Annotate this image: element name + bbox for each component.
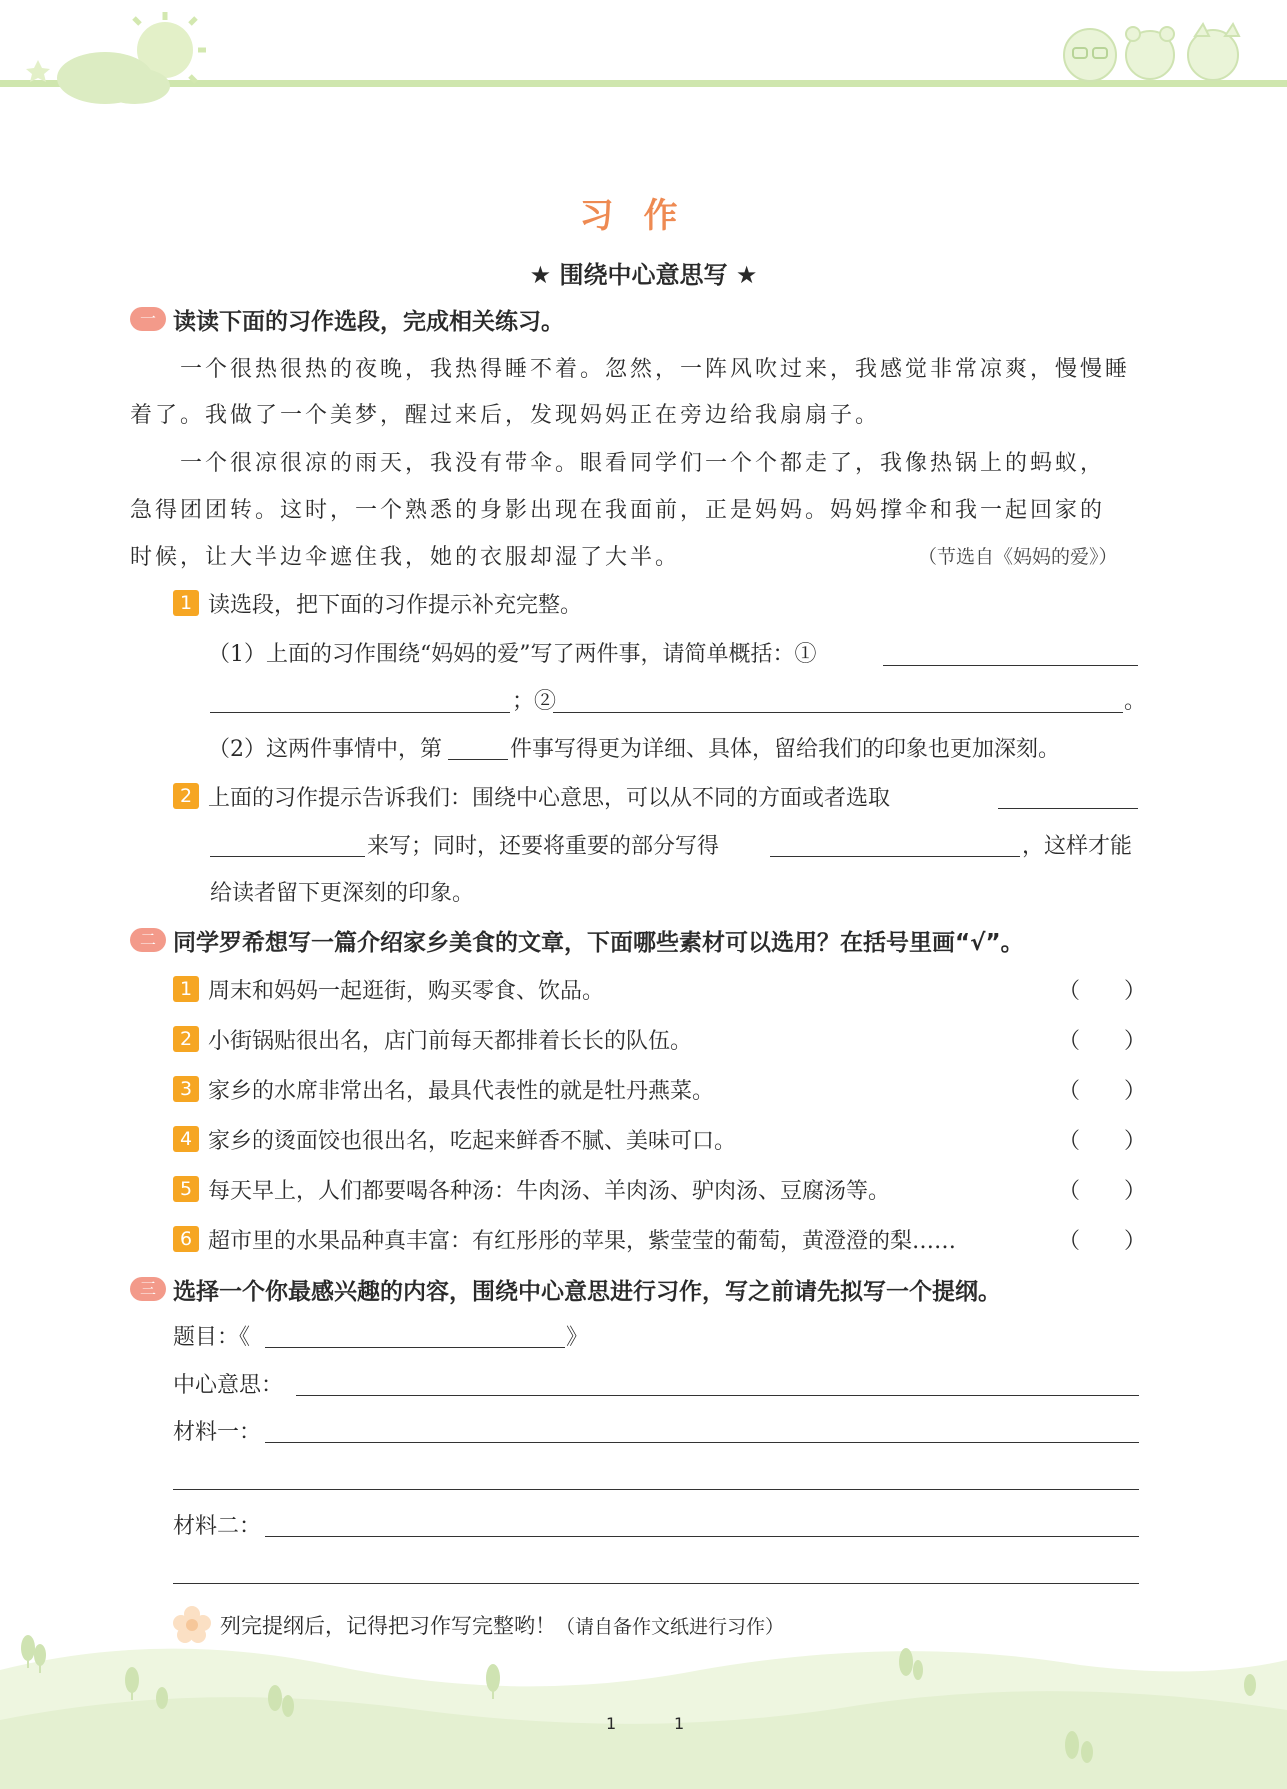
- answer-parentheses[interactable]: （ ）: [1058, 1129, 1147, 1154]
- question-text: 件事写得更为详细、具体，留给我们的印象也更加深刻。: [510, 737, 1061, 762]
- question-text: ，这样才能: [1022, 834, 1133, 859]
- item-text: 每天早上，人们都要喝各种汤：牛肉汤、羊肉汤、驴肉汤、豆腐汤等。: [208, 1179, 891, 1204]
- outline-title-label: 题目：《: [173, 1325, 251, 1350]
- item-text: 家乡的烫面饺也很出名，吃起来鲜香不腻、美味可口。: [208, 1129, 737, 1154]
- question-text: （2）这两件事情中，第: [208, 737, 442, 762]
- passage-source: （节选自《妈妈的爱》）: [918, 546, 1118, 568]
- outline-title-input[interactable]: [265, 1346, 565, 1348]
- section-heading-3: 选择一个你最感兴趣的内容，围绕中心意思进行习作，写之前请先拟写一个提纲。: [173, 1279, 1001, 1305]
- answer-blank[interactable]: [883, 664, 1138, 666]
- footer-hint-main: 列完提纲后，记得把习作写完整哟！: [220, 1614, 556, 1638]
- question-text: 读选段，把下面的习作提示补充完整。: [208, 593, 583, 618]
- outline-material2-label: 材料二：: [173, 1514, 262, 1539]
- passage-line: 急得团团转。这时，一个熟悉的身影出现在我面前，正是妈妈。妈妈撑伞和我一起回家的: [130, 498, 1106, 523]
- answer-parentheses[interactable]: （ ）: [1058, 979, 1147, 1004]
- question-number: 1: [173, 590, 199, 616]
- section-badge-3: 三: [130, 1277, 166, 1301]
- question-text: 。: [1124, 689, 1147, 714]
- answer-blank[interactable]: [998, 807, 1138, 809]
- item-number: 3: [173, 1076, 199, 1102]
- animal-friends-icon: [1055, 20, 1255, 85]
- outline-material1-input[interactable]: [265, 1441, 1139, 1443]
- outline-material1-label: 材料一：: [173, 1420, 262, 1445]
- passage-line: 一个很热很热的夜晚，我热得睡不着。忽然，一阵风吹过来，我感觉非常凉爽，慢慢睡: [180, 357, 1131, 382]
- item-text: 超市里的水果品种真丰富：有红彤彤的苹果，紫莹莹的葡萄，黄澄澄的梨……: [208, 1229, 957, 1254]
- outline-material1-input-2[interactable]: [173, 1488, 1139, 1490]
- question-text: （1）上面的习作围绕“妈妈的爱”写了两件事，请简单概括：①: [208, 642, 817, 667]
- answer-parentheses[interactable]: （ ）: [1058, 1179, 1147, 1204]
- answer-parentheses[interactable]: （ ）: [1058, 1029, 1147, 1054]
- question-text: ；②: [512, 689, 557, 714]
- question-text: 给读者留下更深刻的印象。: [210, 881, 475, 906]
- question-text: 上面的习作提示告诉我们：围绕中心意思，可以从不同的方面或者选取: [208, 786, 891, 811]
- item-number: 4: [173, 1126, 199, 1152]
- answer-blank[interactable]: [448, 758, 508, 760]
- answer-parentheses[interactable]: （ ）: [1058, 1079, 1147, 1104]
- answer-blank[interactable]: [210, 855, 365, 857]
- page-number-right: 1: [674, 1714, 685, 1733]
- passage-line: 时候，让大半边伞遮住我，她的衣服却湿了大半。: [130, 545, 681, 570]
- outline-center-input[interactable]: [296, 1394, 1139, 1396]
- outline-material2-input[interactable]: [265, 1535, 1139, 1537]
- passage-line: 一个很凉很凉的雨天，我没有带伞。眼看同学们一个个都走了，我像热锅上的蚂蚁，: [180, 451, 1106, 476]
- page-title: 习作: [579, 196, 708, 236]
- sun-cloud-icon: [20, 8, 210, 108]
- outline-material2-input-2[interactable]: [173, 1582, 1139, 1584]
- question-text: 来写；同时，还要将重要的部分写得: [367, 834, 720, 859]
- item-text: 周末和妈妈一起逛街，购买零食、饮品。: [208, 979, 605, 1004]
- item-number: 1: [173, 976, 199, 1002]
- question-number: 2: [173, 783, 199, 809]
- outline-center-label: 中心意思：: [173, 1373, 284, 1398]
- page-subtitle: ★ 围绕中心意思写 ★: [529, 261, 758, 289]
- answer-blank[interactable]: [553, 711, 1123, 713]
- page-number-left: 1: [606, 1714, 617, 1733]
- item-number: 5: [173, 1176, 199, 1202]
- item-text: 家乡的水席非常出名，最具代表性的就是牡丹燕菜。: [208, 1079, 715, 1104]
- section-heading-1: 读读下面的习作选段，完成相关练习。: [173, 309, 564, 335]
- item-text: 小街锅贴很出名，店门前每天都排着长长的队伍。: [208, 1029, 693, 1054]
- section-badge-1: 一: [130, 307, 166, 331]
- section-heading-2: 同学罗希想写一篇介绍家乡美食的文章，下面哪些素材可以选用？在括号里画“√”。: [173, 930, 1024, 956]
- item-number: 2: [173, 1026, 199, 1052]
- section-badge-2: 二: [130, 928, 166, 952]
- outline-title-close: 》: [566, 1325, 589, 1350]
- item-number: 6: [173, 1226, 199, 1252]
- answer-blank[interactable]: [770, 855, 1020, 857]
- passage-line: 着了。我做了一个美梦，醒过来后，发现妈妈正在旁边给我扇扇子。: [130, 403, 881, 428]
- footer-hint-small: （请自备作文纸进行习作）: [556, 1616, 785, 1638]
- answer-blank[interactable]: [210, 711, 510, 713]
- answer-parentheses[interactable]: （ ）: [1058, 1229, 1147, 1254]
- hills-background: [0, 1610, 1287, 1789]
